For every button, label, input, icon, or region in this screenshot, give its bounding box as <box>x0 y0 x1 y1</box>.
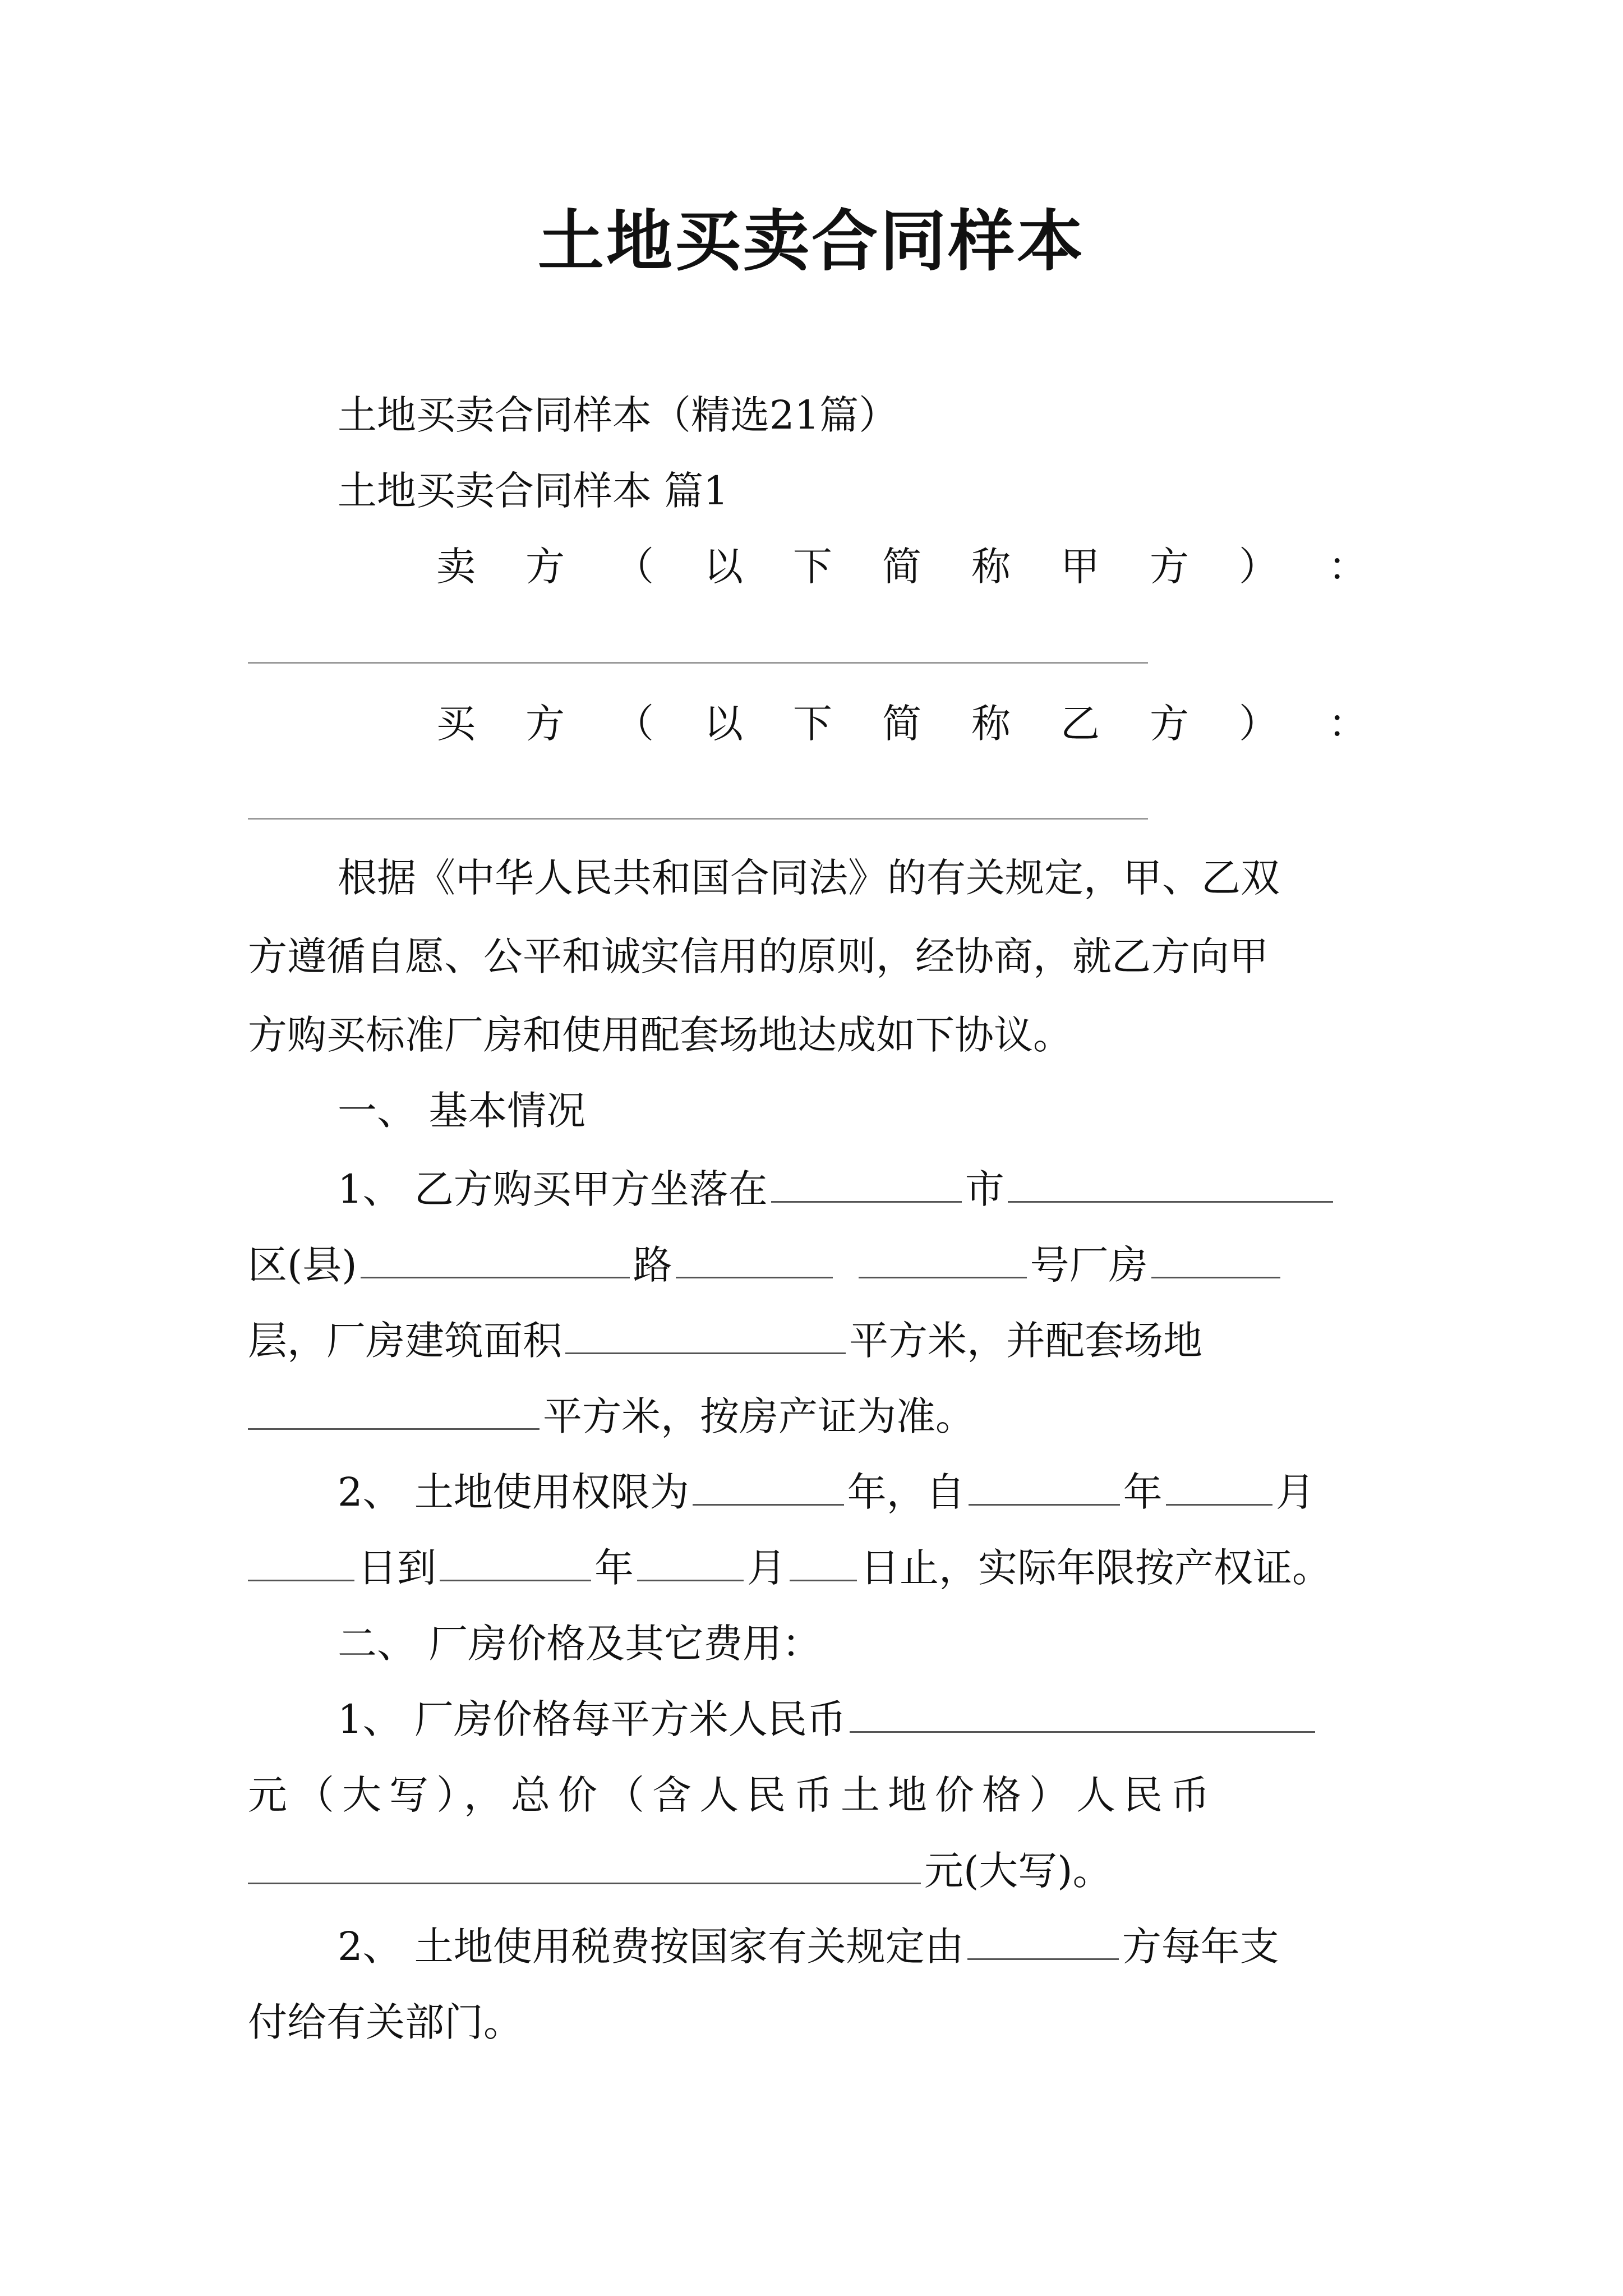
price2-text: 2、 土地使用税费按国家有关规定由 <box>338 1924 964 1970</box>
seller-char: 以 <box>704 544 743 590</box>
seller-char: （ <box>615 544 654 590</box>
item2-text: 年 <box>594 1545 634 1591</box>
item1-text: 平方米，并配套场地 <box>849 1318 1202 1364</box>
seller-line <box>436 539 1367 595</box>
floor-blank <box>1151 1240 1280 1278</box>
buyer-char: （ <box>615 701 654 747</box>
total-price-blank <box>248 1846 921 1884</box>
item1-text: 层，厂房建筑面积 <box>248 1318 562 1364</box>
item1-line-4 <box>248 1388 1375 1444</box>
seller-char: ） <box>1239 544 1278 590</box>
item1-text: 平方米，按房产证为准。 <box>543 1393 975 1439</box>
seller-char: ： <box>1328 544 1367 590</box>
buyer-char: ： <box>1328 701 1367 747</box>
buyer-char: 以 <box>704 701 743 747</box>
buyer-char: 方 <box>525 701 565 747</box>
seller-char: 称 <box>971 544 1011 590</box>
item2-text: 年，自 <box>847 1469 965 1515</box>
price1-line-3 <box>248 1843 1375 1899</box>
section-1-heading: 一、 基本情况 <box>338 1088 586 1134</box>
district-blank <box>1008 1164 1333 1203</box>
item2-text: 月 <box>1275 1469 1315 1515</box>
start-day-blank <box>248 1543 354 1581</box>
number-blank <box>859 1240 1027 1278</box>
item1-line-1 <box>338 1161 1375 1217</box>
seller-fill-line <box>248 662 1148 664</box>
seller-char: 方 <box>525 544 565 590</box>
unit-price-blank <box>850 1694 1315 1733</box>
city-blank <box>771 1164 962 1203</box>
tax-payer-blank <box>967 1921 1119 1960</box>
seller-char: 下 <box>793 544 832 590</box>
price2-line-1 <box>338 1918 1375 1975</box>
county-blank <box>361 1240 630 1278</box>
item2-line-1 <box>338 1464 1375 1520</box>
item2-text: 月 <box>747 1545 786 1591</box>
section-heading: 土地买卖合同样本 篇1 <box>338 468 728 514</box>
buyer-char: 下 <box>793 701 832 747</box>
intro-line-1: 根据《中华人民共和国合同法》的有关规定，甲、乙双 <box>338 855 1280 901</box>
buyer-char: 称 <box>971 701 1011 747</box>
term-years-blank <box>693 1467 844 1506</box>
end-year-blank <box>440 1543 591 1581</box>
start-year-blank <box>969 1467 1120 1506</box>
document-title: 土地买卖合同样本 <box>537 202 1085 280</box>
price1-line-1 <box>338 1691 1375 1747</box>
intro-line-3: 方购买标准厂房和使用配套场地达成如下协议。 <box>248 1012 1072 1058</box>
price1-line-2: 元（大写），总价（含人民币土地价格）人民币 <box>248 1772 1218 1818</box>
subtitle: 土地买卖合同样本（精选21篇） <box>338 392 898 438</box>
item2-text: 日到 <box>358 1545 436 1591</box>
buyer-char: 买 <box>436 701 476 747</box>
price2-line-2: 付给有关部门。 <box>248 1999 523 2045</box>
seller-char: 简 <box>882 544 921 590</box>
end-day-blank <box>790 1543 857 1581</box>
item2-line-2 <box>248 1540 1375 1596</box>
building-area-blank <box>565 1315 846 1354</box>
buyer-char: ） <box>1239 701 1278 747</box>
buyer-char: 方 <box>1150 701 1189 747</box>
road-blank <box>676 1240 833 1278</box>
intro-line-2: 方遵循自愿、公平和诚实信用的原则，经协商，就乙方向甲 <box>248 933 1269 979</box>
price1-text: 元(大写)。 <box>924 1848 1112 1894</box>
seller-char: 甲 <box>1061 544 1100 590</box>
site-area-blank <box>248 1391 540 1430</box>
section-2-heading: 二、 厂房价格及其它费用： <box>338 1621 822 1667</box>
end-month-blank <box>637 1543 744 1581</box>
buyer-fill-line <box>248 818 1148 820</box>
buyer-char: 简 <box>882 701 921 747</box>
price2-text: 方每年支 <box>1122 1924 1279 1970</box>
item1-text: 区(县) <box>248 1242 357 1288</box>
buyer-char: 乙 <box>1061 701 1100 747</box>
item2-text: 日止，实际年限按产权证。 <box>860 1545 1331 1591</box>
item1-text: 号厂房 <box>1030 1242 1148 1288</box>
start-month-blank <box>1166 1467 1272 1506</box>
item2-text: 年 <box>1123 1469 1163 1515</box>
item2-text: 2、 土地使用权限为 <box>338 1469 689 1515</box>
seller-char: 方 <box>1150 544 1189 590</box>
item1-line-2 <box>248 1237 1375 1293</box>
item1-line-3 <box>248 1313 1375 1369</box>
seller-char: 卖 <box>436 544 476 590</box>
item1-text: 路 <box>633 1242 672 1288</box>
item1-text: 1、 乙方购买甲方坐落在 <box>338 1166 768 1212</box>
buyer-line <box>436 696 1367 752</box>
price1-text: 1、 厂房价格每平方米人民币 <box>338 1696 846 1742</box>
item1-text: 市 <box>965 1166 1004 1212</box>
